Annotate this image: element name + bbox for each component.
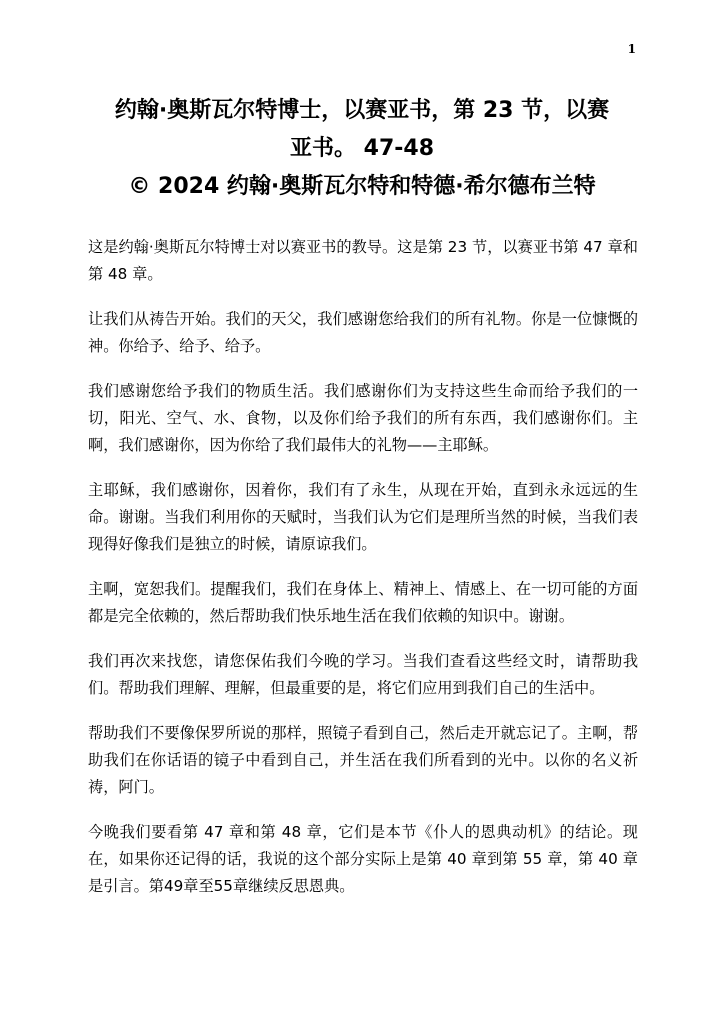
paragraph-mirror: 帮助我们不要像保罗所说的那样，照镜子看到自己，然后走开就忘记了。主啊，帮助我们在你话语的镜子中看到自己，并生活在我们所看到的光中。以你的名义祈祷，阿门。: [88, 724, 638, 796]
page-number: 1: [627, 42, 636, 56]
paragraph-bless-study: 我们再次来找您，请您保佑我们今晚的学习。当我们查看这些经文时，请帮助我们。帮助我们理解、理解，但最重要的是，将它们应用到我们自己的生活中。: [88, 652, 638, 697]
title-line-2: 亚书。 47-48: [289, 136, 435, 161]
paragraph-thanks-material: 我们感谢您给予我们的物质生活。我们感谢你们为支持这些生命而给予我们的一切，阳光、空气、水、食物，以及你们给予我们的所有东西，我们感谢你们。主啊，我们感谢你，因为你给了我们最伟大的礼物——主耶稣。: [88, 382, 638, 454]
title-line-1: 约翰·奥斯瓦尔特博士，以赛亚书，第 23 节，以赛: [114, 98, 610, 123]
paragraph-thanks-jesus: 主耶稣，我们感谢你，因着你，我们有了永生，从现在开始，直到永永远远的生命。谢谢。当我们利用你的天赋时，当我们认为它们是理所当然的时候，当我们表现得好像我们是独立的时候，请原谅我们。: [88, 481, 638, 553]
document-title: [84, 92, 640, 206]
paragraph-chapters: 今晚我们要看第 47 章和第 48 章，它们是本节《仆人的恩典动机》的结论。现在，如果你还记得的话，我说的这个部分实际上是第 40 章到第 55 章，第 40 章是引言。第49章至55章继续反思恩典。: [88, 823, 638, 895]
copyright-line: © 2024 约翰·奥斯瓦尔特和特德·希尔德布兰特: [128, 174, 596, 199]
paragraph-forgive: 主啊，宽恕我们。提醒我们，我们在身体上、精神上、情感上、在一切可能的方面都是完全依赖的，然后帮助我们快乐地生活在我们依赖的知识中。谢谢。: [88, 580, 638, 625]
paragraph-prayer-opening: 让我们从祷告开始。我们的天父，我们感谢您给我们的所有礼物。你是一位慷慨的神。你给予、给予、给予。: [88, 310, 638, 355]
paragraph-intro: 这是约翰·奥斯瓦尔特博士对以赛亚书的教导。这是第 23 节，以赛亚书第 47 章和第 48 章。: [88, 238, 638, 283]
document-body: [88, 234, 638, 918]
